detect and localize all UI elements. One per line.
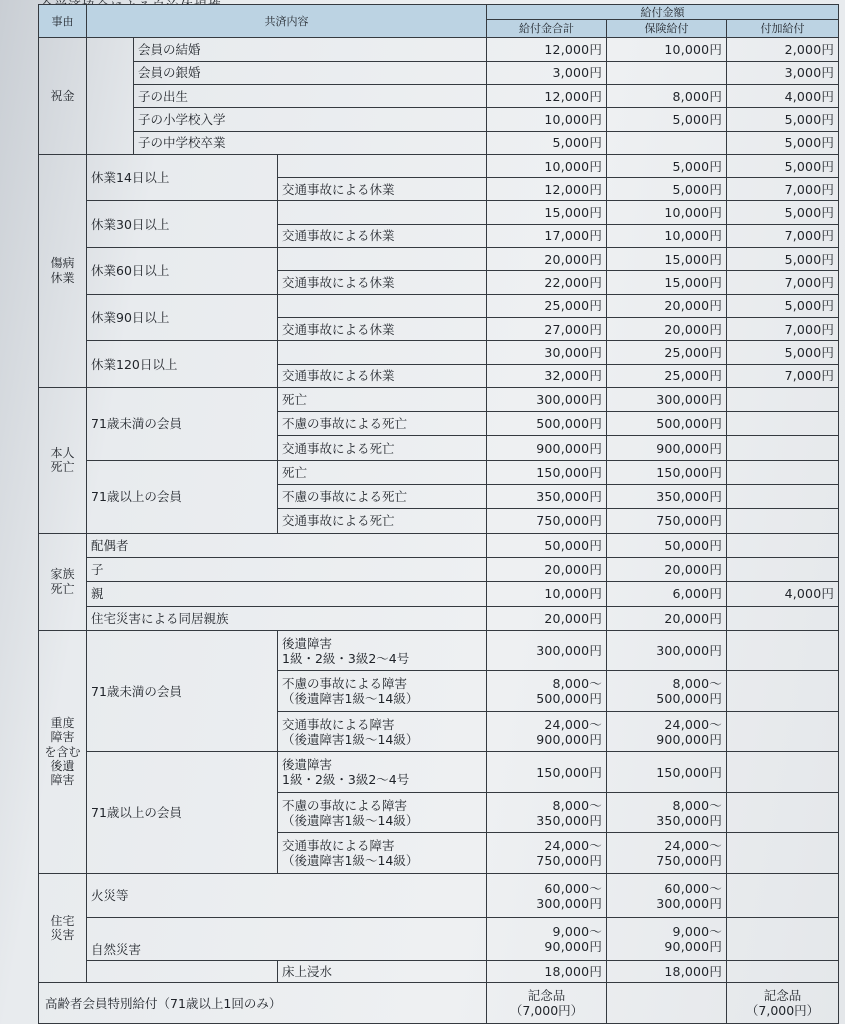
item-label: 子の出生: [134, 85, 487, 108]
item-label: 親: [87, 582, 487, 606]
insurance-amount: 25,000円: [607, 341, 727, 364]
item-label: 配偶者: [87, 533, 487, 557]
addon-amount: 7,000円: [727, 317, 839, 340]
insurance-amount: 500,000円: [607, 412, 727, 436]
item-label: 子の小学校入学: [134, 108, 487, 131]
table-row: [39, 85, 839, 108]
table-row: [39, 108, 839, 131]
disability-kind: 交通事故による障害 （後遺障害1級～14級）: [278, 833, 487, 874]
insurance-amount: [607, 61, 727, 84]
total-amount: 15,000円: [487, 201, 607, 224]
insurance-amount: 20,000円: [607, 557, 727, 581]
blank-cell: [278, 154, 487, 177]
total-amount: 記念品 （7,000円）: [487, 983, 607, 1024]
benefit-table: [38, 4, 839, 1024]
death-kind: 交通事故による死亡: [278, 509, 487, 533]
total-amount: 150,000円: [487, 460, 607, 484]
item-label: 会員の銀婚: [134, 61, 487, 84]
total-amount: 300,000円: [487, 387, 607, 411]
addon-amount: [727, 509, 839, 533]
addon-amount: 7,000円: [727, 271, 839, 294]
total-amount: 18,000円: [487, 961, 607, 983]
addon-amount: [727, 873, 839, 918]
total-amount: 50,000円: [487, 533, 607, 557]
total-amount: 20,000円: [487, 557, 607, 581]
header-amount-group: 給付金額: [487, 5, 839, 20]
table-row: [39, 38, 839, 61]
elderly-special-benefit-label: 高齢者会員特別給付（71歳以上1回のみ）: [39, 983, 487, 1024]
addon-amount: [727, 711, 839, 752]
flood-label: 床上浸水: [278, 961, 487, 983]
item-label: 子: [87, 557, 487, 581]
total-amount: 900,000円: [487, 436, 607, 460]
table-row: [39, 248, 839, 271]
insurance-amount: 300,000円: [607, 387, 727, 411]
blank-cell: [278, 248, 487, 271]
disability-kind: 不慮の事故による障害 （後遺障害1級～14級）: [278, 671, 487, 712]
total-amount: 25,000円: [487, 294, 607, 317]
addon-amount: 記念品 （7,000円）: [727, 983, 839, 1024]
table-row: [39, 630, 839, 671]
total-amount: 5,000円: [487, 131, 607, 154]
total-amount: 24,000～ 900,000円: [487, 711, 607, 752]
blank-cell: [278, 201, 487, 224]
traffic-leave-label: 交通事故による休業: [278, 224, 487, 247]
table-row: [39, 460, 839, 484]
total-amount: 20,000円: [487, 606, 607, 630]
addon-amount: 5,000円: [727, 248, 839, 271]
age-group: 71歳以上の会員: [87, 752, 278, 874]
addon-amount: 5,000円: [727, 341, 839, 364]
blank-cell: [87, 38, 134, 154]
traffic-leave-label: 交通事故による休業: [278, 178, 487, 201]
item-label: 会員の結婚: [134, 38, 487, 61]
death-kind: 死亡: [278, 460, 487, 484]
addon-amount: [727, 792, 839, 833]
category-congrat: 祝金: [39, 38, 87, 154]
addon-amount: [727, 436, 839, 460]
insurance-amount: 8,000～ 350,000円: [607, 792, 727, 833]
leave-period: 休業90日以上: [87, 294, 278, 341]
insurance-amount: 300,000円: [607, 630, 727, 671]
total-amount: 3,000円: [487, 61, 607, 84]
death-kind: 不慮の事故による死亡: [278, 485, 487, 509]
insurance-amount: 9,000～ 90,000円: [607, 918, 727, 961]
addon-amount: [727, 961, 839, 983]
insurance-amount: 10,000円: [607, 201, 727, 224]
insurance-amount: [607, 983, 727, 1024]
insurance-amount: 150,000円: [607, 460, 727, 484]
blank-cell: [87, 961, 278, 983]
table-row: [39, 961, 839, 983]
total-amount: 8,000～ 350,000円: [487, 792, 607, 833]
total-amount: 500,000円: [487, 412, 607, 436]
disability-kind: 後遺障害 1級・2級・3級2～4号: [278, 752, 487, 793]
total-amount: 22,000円: [487, 271, 607, 294]
table-row: [39, 131, 839, 154]
insurance-amount: 18,000円: [607, 961, 727, 983]
addon-amount: [727, 606, 839, 630]
benefit-table-body: [39, 5, 839, 1024]
addon-amount: 3,000円: [727, 61, 839, 84]
insurance-amount: [607, 131, 727, 154]
insurance-amount: 750,000円: [607, 509, 727, 533]
header-addon: 付加給付: [727, 20, 839, 38]
insurance-amount: 350,000円: [607, 485, 727, 509]
addon-amount: 5,000円: [727, 131, 839, 154]
header-cat: 事由: [39, 5, 87, 38]
total-amount: 750,000円: [487, 509, 607, 533]
addon-amount: [727, 485, 839, 509]
addon-amount: [727, 671, 839, 712]
total-amount: 10,000円: [487, 108, 607, 131]
insurance-amount: 8,000～ 500,000円: [607, 671, 727, 712]
item-label: 子の中学校卒業: [134, 131, 487, 154]
addon-amount: 4,000円: [727, 85, 839, 108]
insurance-amount: 5,000円: [607, 108, 727, 131]
insurance-amount: 10,000円: [607, 38, 727, 61]
table-row: [39, 873, 839, 918]
total-amount: 27,000円: [487, 317, 607, 340]
category-housing-disaster: 住宅 災害: [39, 873, 87, 982]
total-amount: 12,000円: [487, 85, 607, 108]
insurance-amount: 20,000円: [607, 294, 727, 317]
total-amount: 300,000円: [487, 630, 607, 671]
traffic-leave-label: 交通事故による休業: [278, 317, 487, 340]
insurance-amount: 10,000円: [607, 224, 727, 247]
total-amount: 9,000～ 90,000円: [487, 918, 607, 961]
total-amount: 24,000～ 750,000円: [487, 833, 607, 874]
table-row: [39, 201, 839, 224]
total-amount: 20,000円: [487, 248, 607, 271]
insurance-amount: 24,000～ 750,000円: [607, 833, 727, 874]
disability-kind: 交通事故による障害 （後遺障害1級～14級）: [278, 711, 487, 752]
header-total: 給付金合計: [487, 20, 607, 38]
death-kind: 不慮の事故による死亡: [278, 412, 487, 436]
total-amount: 12,000円: [487, 178, 607, 201]
addon-amount: [727, 557, 839, 581]
total-amount: 60,000～ 300,000円: [487, 873, 607, 918]
addon-amount: 7,000円: [727, 224, 839, 247]
age-group: 71歳以上の会員: [87, 460, 278, 533]
table-row: [39, 533, 839, 557]
header-insurance: 保険給付: [607, 20, 727, 38]
disability-kind: 不慮の事故による障害 （後遺障害1級～14級）: [278, 792, 487, 833]
blank-cell: [278, 294, 487, 317]
insurance-amount: 900,000円: [607, 436, 727, 460]
insurance-amount: 15,000円: [607, 248, 727, 271]
disability-kind: 後遺障害 1級・2級・3級2～4号: [278, 630, 487, 671]
insurance-amount: 6,000円: [607, 582, 727, 606]
item-label: 自然災害: [87, 918, 487, 961]
insurance-amount: 20,000円: [607, 606, 727, 630]
total-amount: 32,000円: [487, 364, 607, 387]
insurance-amount: 60,000～ 300,000円: [607, 873, 727, 918]
addon-amount: 7,000円: [727, 178, 839, 201]
insurance-amount: 150,000円: [607, 752, 727, 793]
total-amount: 150,000円: [487, 752, 607, 793]
total-amount: 12,000円: [487, 38, 607, 61]
death-kind: 死亡: [278, 387, 487, 411]
addon-amount: 5,000円: [727, 201, 839, 224]
item-label: 火災等: [87, 873, 487, 918]
table-row: [39, 341, 839, 364]
blank-cell: [278, 341, 487, 364]
total-amount: 8,000～ 500,000円: [487, 671, 607, 712]
table-row: [39, 752, 839, 793]
category-sick-leave: 傷病 休業: [39, 154, 87, 387]
table-row: [39, 582, 839, 606]
table-row: [39, 983, 839, 1024]
total-amount: 350,000円: [487, 485, 607, 509]
addon-amount: 5,000円: [727, 154, 839, 177]
insurance-amount: 15,000円: [607, 271, 727, 294]
leave-period: 休業120日以上: [87, 341, 278, 388]
category-family-death: 家族 死亡: [39, 533, 87, 630]
addon-amount: [727, 460, 839, 484]
table-row: [39, 387, 839, 411]
insurance-amount: 25,000円: [607, 364, 727, 387]
addon-amount: [727, 752, 839, 793]
table-row: [39, 918, 839, 961]
leave-period: 休業14日以上: [87, 154, 278, 201]
total-amount: 30,000円: [487, 341, 607, 364]
table-row: [39, 606, 839, 630]
category-disability: 重度 障害 を含む 後遺 障害: [39, 630, 87, 873]
addon-amount: 2,000円: [727, 38, 839, 61]
insurance-amount: 20,000円: [607, 317, 727, 340]
addon-amount: [727, 918, 839, 961]
addon-amount: [727, 387, 839, 411]
addon-amount: [727, 412, 839, 436]
insurance-amount: 24,000～ 900,000円: [607, 711, 727, 752]
addon-amount: 5,000円: [727, 294, 839, 317]
addon-amount: [727, 630, 839, 671]
traffic-leave-label: 交通事故による休業: [278, 364, 487, 387]
table-row: [39, 154, 839, 177]
addon-amount: 4,000円: [727, 582, 839, 606]
table-row: [39, 557, 839, 581]
age-group: 71歳未満の会員: [87, 630, 278, 752]
total-amount: 10,000円: [487, 154, 607, 177]
category-member-death: 本人 死亡: [39, 387, 87, 533]
insurance-amount: 8,000円: [607, 85, 727, 108]
age-group: 71歳未満の会員: [87, 387, 278, 460]
death-kind: 交通事故による死亡: [278, 436, 487, 460]
traffic-leave-label: 交通事故による休業: [278, 271, 487, 294]
table-row: [39, 61, 839, 84]
insurance-amount: 5,000円: [607, 154, 727, 177]
addon-amount: [727, 533, 839, 557]
addon-amount: 5,000円: [727, 108, 839, 131]
header-content: 共済内容: [87, 5, 487, 38]
total-amount: 17,000円: [487, 224, 607, 247]
leave-period: 休業60日以上: [87, 248, 278, 295]
addon-amount: [727, 833, 839, 874]
table-row: [39, 294, 839, 317]
total-amount: 10,000円: [487, 582, 607, 606]
insurance-amount: 50,000円: [607, 533, 727, 557]
leave-period: 休業30日以上: [87, 201, 278, 248]
insurance-amount: 5,000円: [607, 178, 727, 201]
item-label: 住宅災害による同居親族: [87, 606, 487, 630]
addon-amount: 7,000円: [727, 364, 839, 387]
